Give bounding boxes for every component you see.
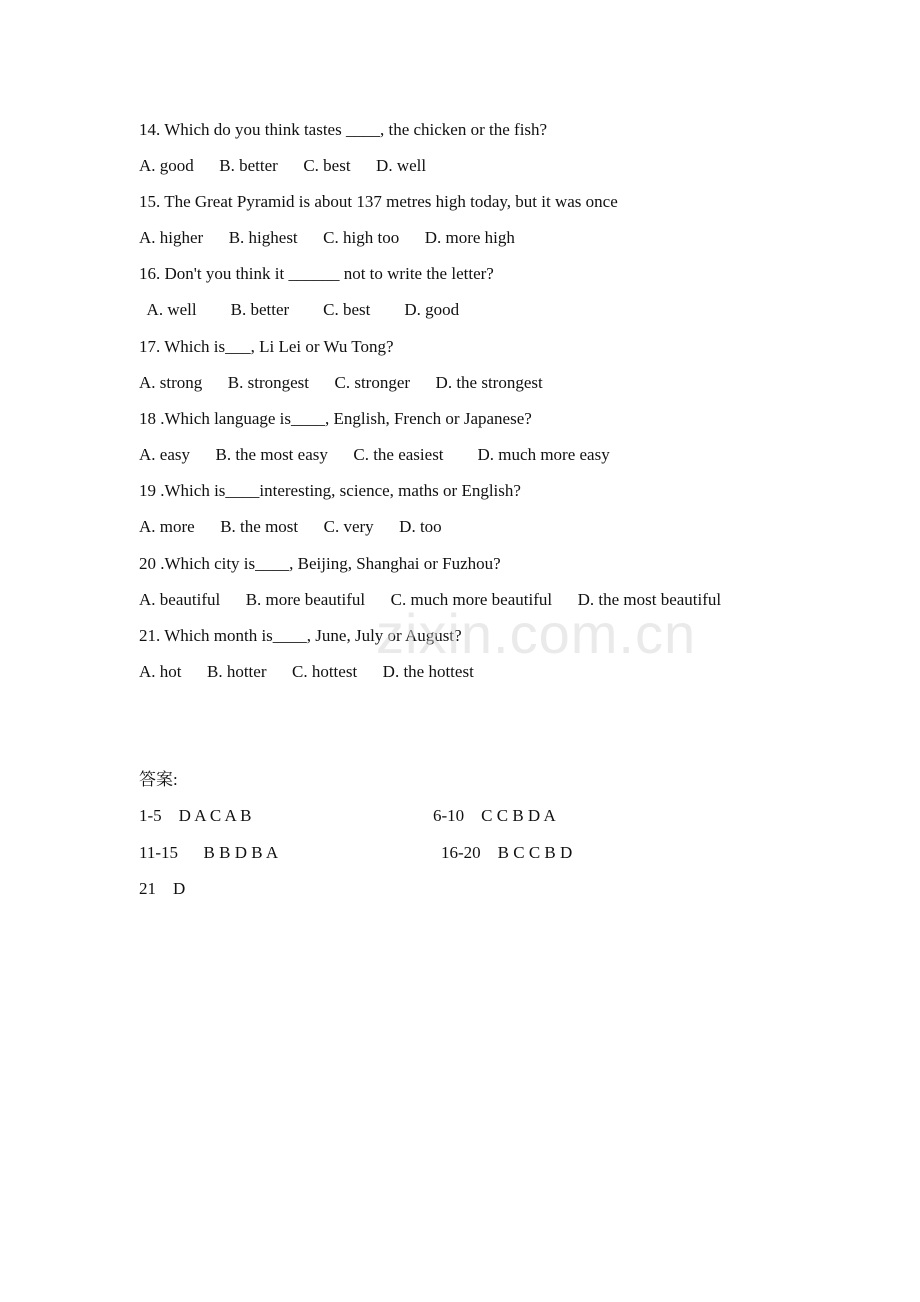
question-21-stem: 21. Which month is____, June, July or August? xyxy=(139,626,462,645)
question-21-options: A. hot B. hotter C. hottest D. the hottest xyxy=(139,662,474,681)
question-16-stem: 16. Don't you think it ______ not to write the letter? xyxy=(139,264,494,283)
answers-row-2-right: 16-20 B C C B D xyxy=(441,843,573,862)
answers-row-1-left: 1-5 D A C A B xyxy=(139,806,252,825)
question-17-stem: 17. Which is___, Li Lei or Wu Tong? xyxy=(139,337,394,356)
answers-row-2-left: 11-15 B B D B A xyxy=(139,843,279,862)
question-15-options: A. higher B. highest C. high too D. more high xyxy=(139,228,515,247)
question-15-stem: 15. The Great Pyramid is about 137 metres high today, but it was once xyxy=(139,192,618,211)
answers-row-3-left: 21 D xyxy=(139,879,186,898)
answers-row-1-right: 6-10 C C B D A xyxy=(433,806,556,825)
question-20-options: A. beautiful B. more beautiful C. much more beautiful D. the most beautiful xyxy=(139,590,722,609)
question-18-options: A. easy B. the most easy C. the easiest D. much more easy xyxy=(139,445,610,464)
question-17-options: A. strong B. strongest C. stronger D. the strongest xyxy=(139,373,543,392)
answers-title: 答案: xyxy=(139,770,178,789)
question-18-stem: 18 .Which language is____, English, French or Japanese? xyxy=(139,409,532,428)
question-14-stem: 14. Which do you think tastes ____, the chicken or the fish? xyxy=(139,120,548,139)
question-19-options: A. more B. the most C. very D. too xyxy=(139,517,442,536)
watermark: zixin.com.cn xyxy=(376,602,697,665)
question-14-options: A. good B. better C. best D. well xyxy=(139,156,427,175)
question-19-stem: 19 .Which is____interesting, science, maths or English? xyxy=(139,481,521,500)
question-16-options: A. well B. better C. best D. good xyxy=(139,300,460,319)
question-20-stem: 20 .Which city is____, Beijing, Shanghai or Fuzhou? xyxy=(139,554,501,573)
